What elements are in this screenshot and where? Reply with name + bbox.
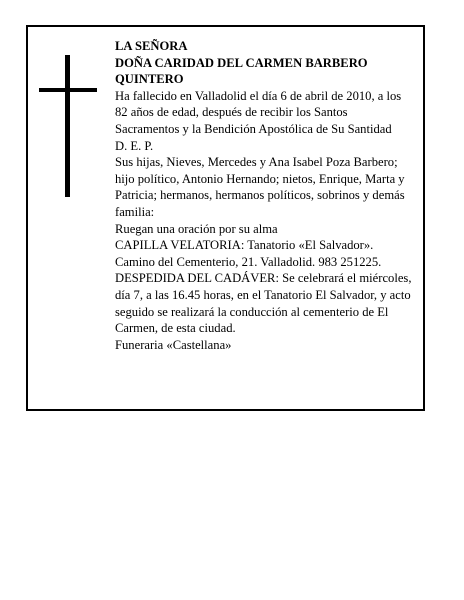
chapel-address: Camino del Cementerio, 21. Valladolid. 983 251225.: [115, 254, 382, 269]
rip-line: D. E. P.: [115, 138, 154, 153]
obituary-notice: [26, 25, 425, 411]
farewell-info: DESPEDIDA DEL CADÁVER: Se celebrará el miércoles, día 7, a las 16.45 horas, en el Tanatorio El Salvador, y acto seguido se realizará la conducción al cementerio de El Carmen, de esta ciudad.: [115, 271, 412, 336]
cross-icon: [39, 55, 99, 197]
deceased-name: DOÑA CARIDAD DEL CARMEN BARBERO QUINTERO: [115, 55, 368, 87]
notice-heading-title: LA SEÑORA: [115, 39, 188, 53]
cross-vertical-bar: [65, 55, 70, 197]
notice-text: [115, 38, 415, 353]
cross-horizontal-bar: [39, 88, 97, 92]
death-announcement: Ha fallecido en Valladolid el día 6 de abril de 2010, a los 82 años de edad, después de recibir los Santos Sacramentos y la Bendición Apostólica de Su Santidad: [115, 88, 402, 136]
family-list: Sus hijas, Nieves, Mercedes y Ana Isabel Poza Barbero; hijo político, Antonio Hernando; nietos, Enrique, Marta y Patricia; hermanos, hermanos políticos, sobrinos y demás familia:: [115, 155, 405, 219]
funeral-home: Funeraria «Castellana»: [115, 337, 232, 352]
prayer-request: Ruegan una oración por su alma: [115, 221, 278, 236]
chapel-info: CAPILLA VELATORIA: Tanatorio «El Salvador».: [115, 238, 374, 253]
